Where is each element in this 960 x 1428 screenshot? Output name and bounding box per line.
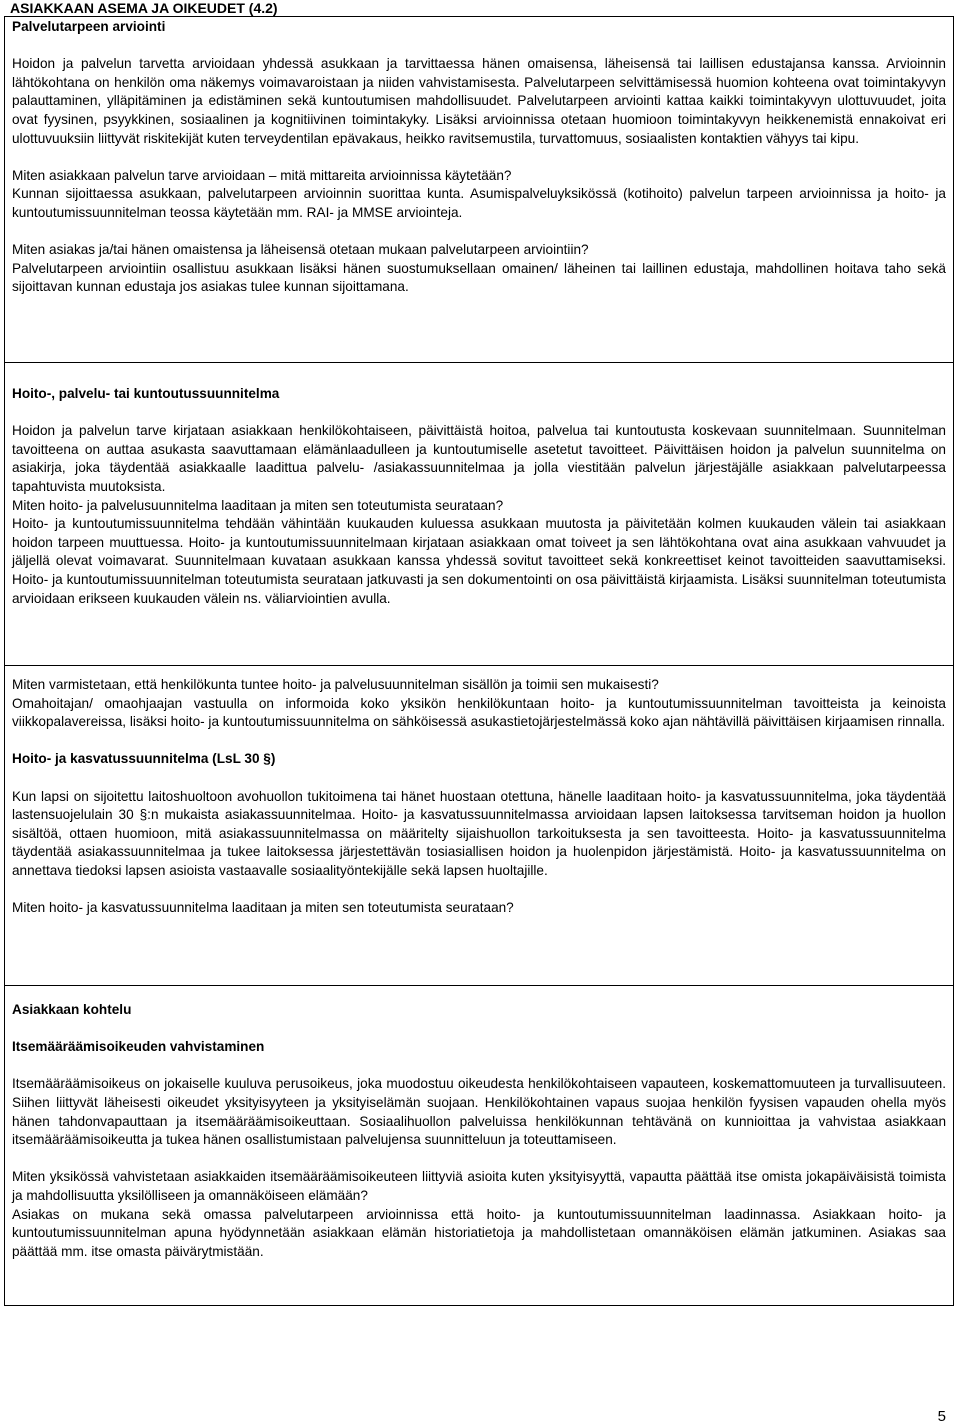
table-right-border: [953, 16, 954, 1306]
question: Miten hoito- ja kasvatussuunnitelma laaditaan ja miten sen toteutumista seurataan?: [12, 900, 514, 916]
table-divider: [4, 1305, 954, 1306]
table-divider: [4, 665, 954, 666]
section-heading: Hoito- ja kasvatussuunnitelma (LsL 30 §): [12, 751, 276, 767]
answer: Kunnan sijoittaessa asukkaan, palvelutarpeen arvioinnin suorittaa kunta. Asumispalveluyksikössä (kotihoito) palvelun tarpeen arvioinnissa ja hoito- ja kuntoutumissuunnitelman teossa käytetään mm. RAI- ja MMSE arviointeja.: [12, 186, 946, 220]
page-number: 5: [937, 1408, 946, 1425]
section-service-need-assessment: [12, 18, 946, 297]
paragraph: Itsemääräämisoikeus on jokaiselle kuuluva perusoikeus, joka muodostuu oikeudesta henkilökohtaiseen vapauteen, koskemattomuuteen ja turvallisuuteen. Siihen liittyvät läheisesti oikeudet yksityisyyteen ja yksityiselämän suojaan. Henkilökohtainen vapaus suojaa henkilön fyysisen vapauden ohella myös hänen tahdonvapauttaan ja itsemääräämisoikeuttaan. Sosiaalihuollon palveluissa henkilökunnan tehtävänä on kunnioittaa ja vahvistaa asiakkaan itsemääräämisoikeutta ja tukea hänen osallistumistaan palvelujensa suunnitteluun ja toteuttamiseen.: [12, 1076, 946, 1148]
document-top-title: ASIAKKAAN ASEMA JA OIKEUDET (4.2): [10, 0, 278, 16]
question: Miten varmistetaan, että henkilökunta tuntee hoito- ja palvelusuunnitelman sisällön ja toimii sen mukaisesti?: [12, 677, 659, 692]
section-client-treatment: [12, 1001, 946, 1261]
answer: Palvelutarpeen arviointiin osallistuu asukkaan lisäksi hänen suostumuksellaan omainen/ läheinen tai laillinen edustaja, mahdollinen hoitava taho sekä sijoittavan kunnan edustaja jos asiakas tulee kunnan sijoittamana.: [12, 260, 946, 295]
answer: Hoito- ja kuntoutumissuunnitelma tehdään vähintään kuukauden kuluessa asukkaan muutosta ja päivitetään kolmen kuukauden välein tai asiakkaan hoidon tarpeen muuttuessa. Hoito- ja kuntoutumissuunnitelmaan kirjataan asiakkaan omat toiveet ja sen lähtökohtana ovat aina asukkaan vahvuudet ja jäljellä olevat voimavarat. Suunnitelmaan kuvataan asukkaan kanssa yhdessä sovitut tavoitteet sekä konkreettiset keinot tavoitteiden saavuttamiseksi. Hoito- ja kuntoutumissuunnitelman toteutumista seurataan jatkuvasti ja sen dokumentointi on osa päivittäistä kirjaamista. Lisäksi suunnitelman toteutumista arvioidaan erikseen kuukauden välein ns. väliarviointien avulla.: [12, 516, 946, 606]
question: Miten hoito- ja palvelusuunnitelma laaditaan ja miten sen toteutumista seurataan?: [12, 497, 504, 513]
section-care-plan: [12, 385, 946, 608]
table-divider: [4, 16, 954, 17]
question: Miten yksikössä vahvistetaan asiakkaiden itsemääräämisoikeuteen liittyviä asioita kuten yksityisyyttä, vapautta päättää itse omista jokapäiväisistä toimista ja mahdollisuutta yksilölliseen ja omannäköiseen elämään?: [12, 1169, 946, 1203]
table-divider: [4, 985, 954, 986]
section-child-care-plan: [12, 676, 946, 918]
section-heading: Palvelutarpeen arviointi: [12, 19, 166, 34]
subsection-heading: Itsemääräämisoikeuden vahvistaminen: [12, 1039, 265, 1055]
paragraph: Hoidon ja palvelun tarvetta arvioidaan yhdessä asukkaan ja tarvittaessa hänen omaisensa, läheisensä tai laillisen edustajansa kanssa. Arvioinnin lähtökohtana on henkilön oma näkemys voimavaroistaan ja niiden vahvistamisesta. Palvelutarpeen selvittämisessä huomion kohteena ovat toimintakyvyn palauttaminen, ylläpitäminen ja edistäminen sekä kuntoutumisen mahdollisuudet. Palvelutarpeen arviointi kattaa kaikki toimintakyvyn ulottuvuudet, joita ovat fyysinen, psyykkinen, sosiaalinen ja kognitiivinen toimintakyky. Lisäksi arvioinnissa otetaan huomioon toimintakyvyn heikkenemistä ennakoivat eri ulottuvuuksiin liittyvät riskitekijät kuten terveydentilan epävakaus, heikko ravitsemustila, turvattomuus, sosiaalisten kontaktien vähyys tai kipu.: [12, 56, 946, 146]
question: Miten asiakkaan palvelun tarve arvioidaan – mitä mittareita arvioinnissa käytetään?: [12, 167, 512, 183]
question: Miten asiakas ja/tai hänen omaistensa ja läheisensä otetaan mukaan palvelutarpeen arviointiin?: [12, 242, 589, 258]
table-left-border: [4, 16, 5, 1306]
answer: Omahoitajan/ omaohjaajan vastuulla on informoida koko yksikön henkilökuntaan hoito- ja kuntoutumissuunnitelman tavoitteista ja keinoista viikkopalavereissa, lisäksi hoito- ja kuntoutumissuunnitelma on sähköisessä asukastietojärjestelmässä koko ajan nähtävillä päivittäisen kirjaamisen rinnalla.: [12, 695, 946, 730]
paragraph: Kun lapsi on sijoitettu laitoshuoltoon avohuollon tukitoimena tai hänet huostaan otettuna, hänelle laaditaan hoito- ja kasvatussuunnitelma, joka täydentää lastensuojelulain 30 §:n mukaista asiakassuunnitelmaa. Hoito- ja kasvatussuunnitelmassa arvioidaan lapsen laitoksessa tarvitseman hoidon ja huollon sisältöä, ottaen huomioon, mitä asiakassuunnitelmassa on määritelty sijaishuollon tarkoituksesta ja sen tavoitteesta. Hoito- ja kasvatussuunnitelma täydentää asiakassuunnitelmaa ja tukee laitoksessa järjestettävän tosiasiallisen hoidon ja huolenpidon järjestämistä. Hoito- ja kasvatussuunnitelma on annettava tiedoksi lapsen asioista vastaavalle sosiaalityöntekijälle sekä lapsen huoltajille.: [12, 788, 946, 878]
section-heading: Asiakkaan kohtelu: [12, 1002, 132, 1017]
answer: Asiakas on mukana sekä omassa palvelutarpeen arvioinnissa että hoito- ja kuntoutumissuunnitelman laadinnassa. Asiakkaan hoito- ja kuntoutumissuunnitelman apuna hyödynnetään asiakkaan elämän historiatietoja ja mahdollistetaan omannäköisen elämän jatkuminen. Asiakas saa päättää mm. itse omasta päivärytmistään.: [12, 1206, 946, 1259]
table-divider: [4, 362, 954, 363]
paragraph: Hoidon ja palvelun tarve kirjataan asiakkaan henkilökohtaiseen, päivittäistä hoitoa, palvelua tai kuntoutusta koskevaan suunnitelmaan. Suunnitelman tavoitteena on auttaa asukasta saavuttamaan elämänlaadulleen ja kuntoutumiselle asetetut tavoitteet. Päivittäisen hoidon ja palvelun suunnitelma on asiakirja, joka täydentää asiakkaalle laadittua palvelu- /asiakassuunnitelmaa ja jolla viestitään palvelun järjestäjälle asiakkaan palvelutarpeessa tapahtuvista muutoksista.: [12, 423, 946, 494]
section-heading: Hoito-, palvelu- tai kuntoutussuunnitelma: [12, 386, 280, 401]
